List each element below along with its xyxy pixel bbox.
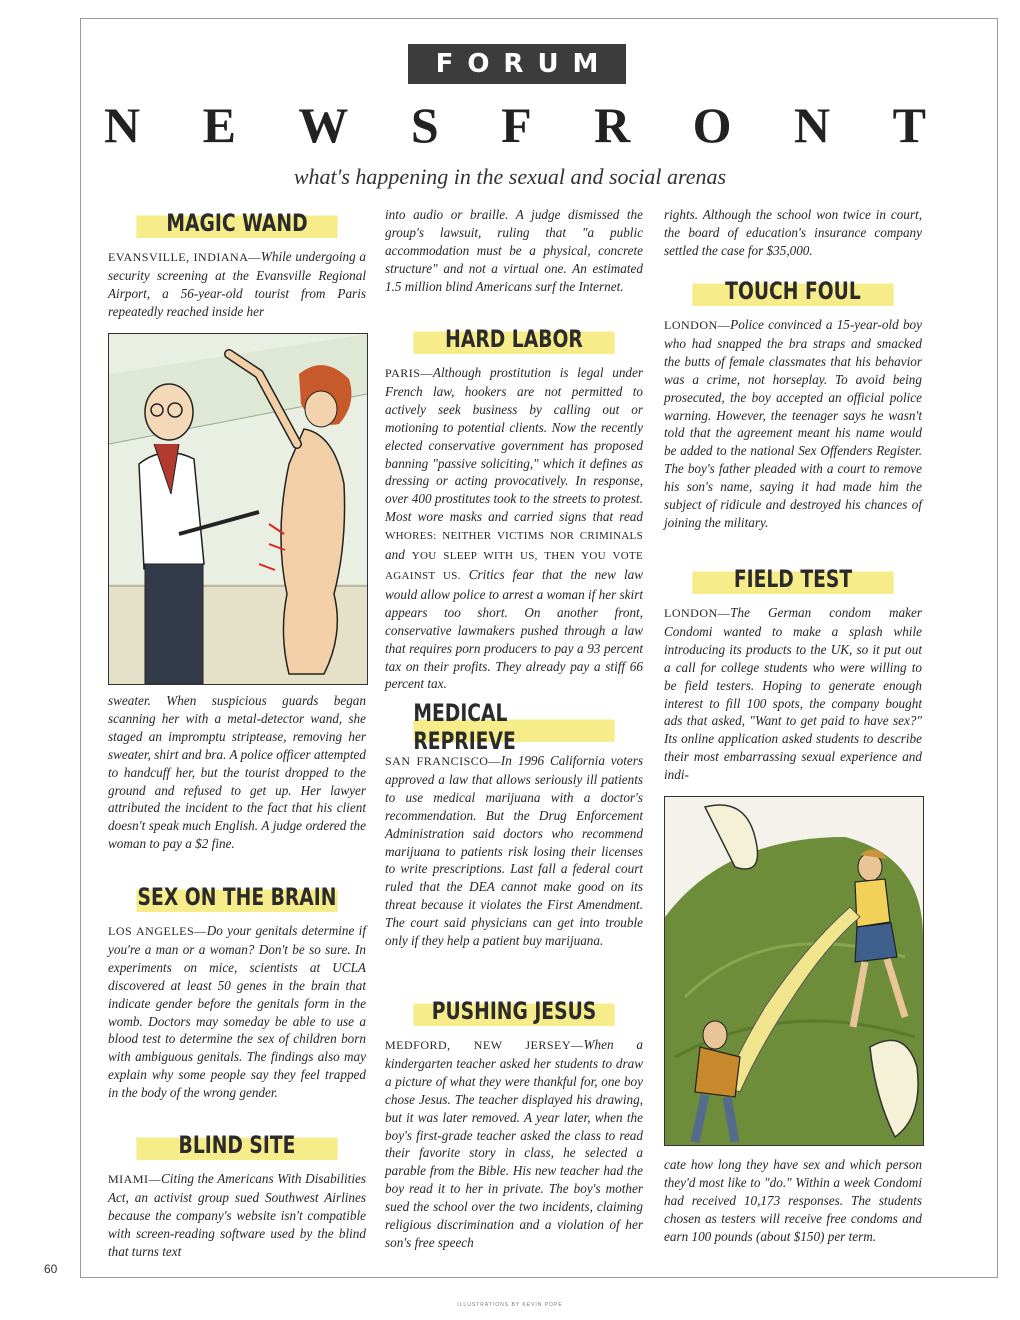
title-letter: E xyxy=(202,97,236,153)
title-letter: W xyxy=(298,97,349,153)
article-pushing-jesus xyxy=(385,1036,643,1252)
article-text: In 1996 California voters approved a law that allows seriously ill patients to use medical marijuana with a doctor's recommendation. But the Drug Enforcement Administration said doctors who recommend marijuana to patients risk losing their licenses to write prescriptions. Last fall a federal court ruled that the DEA cannot make good on its threat because it violates the First Amendment. The court said physicians can get into trouble only if they help a patient buy marijuana. xyxy=(385,753,643,949)
title-letter: T xyxy=(892,97,926,153)
article-text: Do your genitals determine if you're a man or a woman? Don't be so sure. In experiments on mice, scientists at UCLA discovered at least 50 genes in the brain that indicate gender before the genitals form in the womb. Doctors may someday be able to use a blood test to determine the sex of children born with ambiguous genitals. The findings also may explain why some people say they feel trapped in the body of the wrong gender. xyxy=(108,923,367,1101)
article-text: and xyxy=(385,547,405,563)
dateline: MEDFORD, NEW JERSEY— xyxy=(385,1038,584,1052)
heading-field-test: FIELD TEST xyxy=(692,564,893,594)
title-letter: N xyxy=(794,97,831,153)
dateline: LONDON— xyxy=(664,318,731,332)
page-title xyxy=(104,96,926,154)
illustration-airport-striptease xyxy=(108,333,368,685)
protest-sign-text: YOU SLEEP WITH US, THEN YOU VOTE AGAINST US. xyxy=(385,550,643,582)
dateline: EVANSVILLE, INDIANA— xyxy=(108,250,261,264)
airport-scene-image xyxy=(109,334,367,684)
protest-sign-text: WHORES: NEITHER VICTIMS NOR CRIMINALS xyxy=(385,530,643,543)
heading-hard-labor: HARD LABOR xyxy=(413,324,614,354)
article-text: Although prostitution is legal under French law, hookers are not permitted to actively seek business by calling out or motioning to potential clients. Now the recently elected conservative government has proposed banning "passive soliciting," which it defines as dressing or acting provocatively. In response, over 400 prostitutes took to the streets to protest. Most wore masks and carried signs that read xyxy=(385,365,643,525)
dateline: LOS ANGELES— xyxy=(108,924,207,938)
article-field-test-continued: cate how long they have sex and which person they'd most like to "do." Within a week Condomi had received 10,173 responses. The students chosen as testers will receive free condoms and earn 100 pounds (about $150) per term. xyxy=(664,1157,922,1244)
dateline: PARIS— xyxy=(385,366,433,380)
article-medical-reprieve xyxy=(385,752,643,950)
heading-touch-foul: TOUCH FOUL xyxy=(692,276,893,306)
article-magic-wand-continued: sweater. When suspicious guards began scanning her with a metal-detector wand, she staged an impromptu striptease, removing her sweater, shirt and bra. A police officer attempted to handcuff her, but the tourist dropped to the ground and refused to get up. Her lawyer attributed the incident to the fact that his client doesn't speak much English. A judge ordered the woman to pay a $2 fine. xyxy=(108,693,366,852)
title-letter: S xyxy=(410,97,439,153)
tagline: what's happening in the sexual and social arenas xyxy=(293,164,727,189)
illustration-credit: ILLUSTRATIONS BY KEVIN POPE xyxy=(457,1302,563,1308)
page-number: 60 xyxy=(44,1262,58,1276)
article-text: When a kindergarten teacher asked her students to draw a picture of what they were thankful for, one boy chose Jesus. The teacher displayed his drawing, but it was later removed. A year later, when the boy's first-grade teacher asked the class to read their favorite story in class, he selected a parable from the Bible. His new teacher had the boy read it to her in private. The boy's mother sued the school over the two incidents, claiming religious discrimination and a violation of her son's free speech xyxy=(385,1037,643,1250)
heading-blind-site: BLIND SITE xyxy=(136,1130,337,1160)
article-blind-site xyxy=(108,1170,366,1261)
article-pushing-jesus-continued: rights. Although the school won twice in court, the board of education's insurance company settled the case for $35,000. xyxy=(664,207,922,258)
field-scene-image xyxy=(665,797,923,1145)
article-blind-site-continued: into audio or braille. A judge dismissed the group's lawsuit, ruling that "a public accommodation must be a physical, concrete structure" and not a virtual one. An estimated 1.5 million blind Americans surf the Internet. xyxy=(385,207,643,294)
article-hard-labor xyxy=(385,364,643,693)
heading-sex-on-the-brain: SEX ON THE BRAIN xyxy=(137,883,337,911)
article-text: While undergoing a security screening at the Evansville Regional Airport, a 56-year-old tourist from Paris repeatedly reached inside her xyxy=(108,249,367,319)
article-sex-on-the-brain xyxy=(108,922,366,1102)
article-text: Police convinced a 15-year-old boy who had snapped the bra straps and smacked the butts of female classmates that his behavior was a crime, not horseplay. To avoid being prosecuted, the boy accepted an official police warning. However, the teenager says he wasn't told that the agreement meant his name would be added to the national Sex Offenders Register. The boy's father pleaded with a court to remove his son's name, saying it had made him the subject of ridicule and destroyed his chances of joining the military. xyxy=(664,317,922,530)
article-text: The German condom maker Condomi wanted to make a splash while introducing its products to the UK, so it put out a call for college students who were willing to be field testers. Hoping to generate enough interest to fill 100 spots, the company bought ads that asked, "Want to get paid to have sex?" Its online application asked students to describe their most embarrassing sexual experience and indi- xyxy=(664,605,922,783)
dateline: MIAMI— xyxy=(108,1172,161,1186)
title-letter: R xyxy=(594,97,631,153)
title-letter: N xyxy=(104,97,141,153)
article-magic-wand-intro xyxy=(108,248,366,321)
article-text: Critics fear that the new law would allow police to arrest a woman if her skirt appears too short. On another front, conservative lawmakers pushed through a law that requires porn producers to pay a 93 percent tax on their profits. They already pay a stiff 66 percent tax. xyxy=(385,566,643,692)
heading-medical-reprieve: MEDICAL REPRIEVE xyxy=(413,712,614,742)
illustration-condom-field-test xyxy=(664,796,924,1146)
heading-pushing-jesus: PUSHING JESUS xyxy=(413,996,614,1026)
section-label: FORUM xyxy=(408,44,626,84)
article-text: Citing the Americans With Disabilities Act, an activist group sued Southwest Airlines because the company's website isn't compatible with screen-reading software used by the blind that turns text xyxy=(108,1171,366,1259)
heading-magic-wand: MAGIC WAND xyxy=(136,208,337,238)
title-letter: F xyxy=(501,97,532,153)
article-touch-foul xyxy=(664,316,922,532)
article-field-test xyxy=(664,604,922,784)
title-letter: O xyxy=(692,97,732,153)
dateline: SAN FRANCISCO— xyxy=(385,754,501,768)
dateline: LONDON— xyxy=(664,606,731,620)
